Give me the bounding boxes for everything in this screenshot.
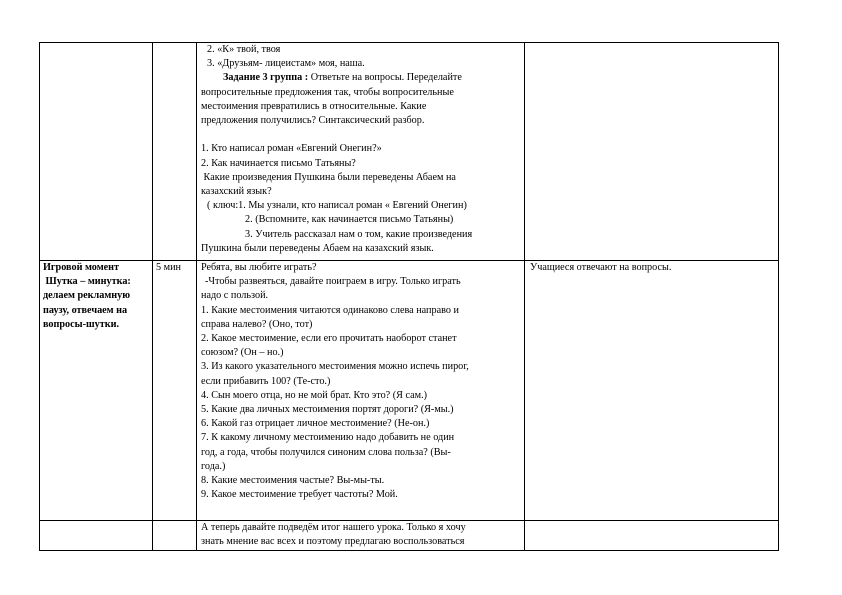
text-line: 2. (Вспомните, как начинается письмо Татьяны)	[245, 214, 454, 226]
stage-line: вопросы-шутки.	[43, 318, 120, 330]
table-col-divider-3	[524, 42, 525, 551]
text-line: -Чтобы развеяться, давайте поиграем в игру. Только играть	[205, 276, 461, 288]
table-border-left	[39, 42, 40, 551]
text-line: вопросительные предложения так, чтобы вопросительные	[201, 86, 454, 98]
text-line: 3. «Друзьям- лицеистам» моя, наша.	[207, 58, 365, 70]
text-line: года.)	[201, 460, 226, 472]
table-col-divider-1	[152, 42, 153, 551]
text-line: 2. Какое местоимение, если его прочитать наоборот станет	[201, 333, 457, 345]
text-line: Какие произведения Пушкина были переведены Абаем на	[201, 171, 456, 183]
table-border-bottom	[39, 550, 779, 551]
text-line: ( ключ:1. Мы узнали, кто написал роман « Евгений Онегин)	[207, 200, 467, 212]
text-line: местоимения превратились в относительные. Какие	[201, 100, 427, 112]
text-line: А теперь давайте подведём итог нашего урока. Только я хочу	[201, 522, 466, 533]
text-line: 1. Кто написал роман «Евгений Онегин?»	[201, 143, 382, 155]
text-line: 9. Какое местоимение требует частоты? Мой.	[201, 489, 398, 501]
text-line: справа налево? (Оно, тот)	[201, 318, 313, 330]
text-line: год, а года, чтобы получился синоним слова польза? (Вы-	[201, 446, 451, 458]
text-line: 3. Из какого указательного местоимения можно испечь пирог,	[201, 361, 469, 373]
row2-stage-cell	[43, 261, 149, 332]
stage-line: Шутка – минутка:	[43, 276, 131, 288]
text-line: Ребята, вы любите играть?	[201, 262, 317, 273]
students-activity: Учащиеся отвечают на вопросы.	[530, 262, 672, 273]
stage-line: Игровой момент	[43, 262, 120, 273]
text-line: знать мнение вас всех и поэтому предлагаю воспользоваться	[201, 536, 465, 548]
text-line: 4. Сын моего отца, но не мой брат. Кто это? (Я сам.)	[201, 389, 428, 401]
row1-content-cell	[201, 43, 521, 256]
text-line: 2. «К» твой, твоя	[207, 44, 281, 55]
text-line: предложения получились? Синтаксический разбор.	[201, 115, 425, 127]
text-line: 2. Как начинается письмо Татьяны?	[201, 157, 356, 169]
text-line: 8. Какие местоимения частые? Вы-мы-ты.	[201, 475, 385, 487]
text-line: 1. Какие местоимения читаются одинаково слева направо и	[201, 304, 459, 316]
table-border-right	[778, 42, 779, 551]
task-label: Задание 3 группа :	[223, 72, 309, 84]
text-line: союзом? (Он – но.)	[201, 347, 284, 359]
row2-time-cell	[156, 261, 194, 275]
time-value: 5 мин	[156, 262, 181, 273]
table-col-divider-2	[196, 42, 197, 551]
text-line: 3. Учитель рассказал нам о том, какие произведения	[245, 228, 473, 240]
blank-line	[201, 128, 521, 142]
text-line: надо с пользой.	[201, 290, 269, 302]
text-line: 5. Какие два личных местоимения портят дороги? (Я-мы.)	[201, 404, 454, 416]
row2-students-cell	[530, 261, 775, 275]
row3-content-cell	[201, 521, 519, 549]
text-line: казахский язык?	[201, 186, 272, 198]
task-heading-line: Задание 3 группа : Ответьте на вопросы. Переделайте	[223, 72, 462, 84]
stage-line: паузу, отвечаем на	[43, 304, 128, 316]
row2-content-cell	[201, 261, 519, 502]
text-line: Пушкина были переведены Абаем на казахский язык.	[201, 242, 434, 254]
text-line: 6. Какой газ отрицает личное местоимение? (Не-он.)	[201, 418, 430, 430]
text-line: если прибавить 100? (Те-сто.)	[201, 375, 331, 387]
text-line: 7. К какому личному местоимению надо добавить не один	[201, 432, 455, 444]
stage-line: делаем рекламную	[43, 290, 131, 302]
